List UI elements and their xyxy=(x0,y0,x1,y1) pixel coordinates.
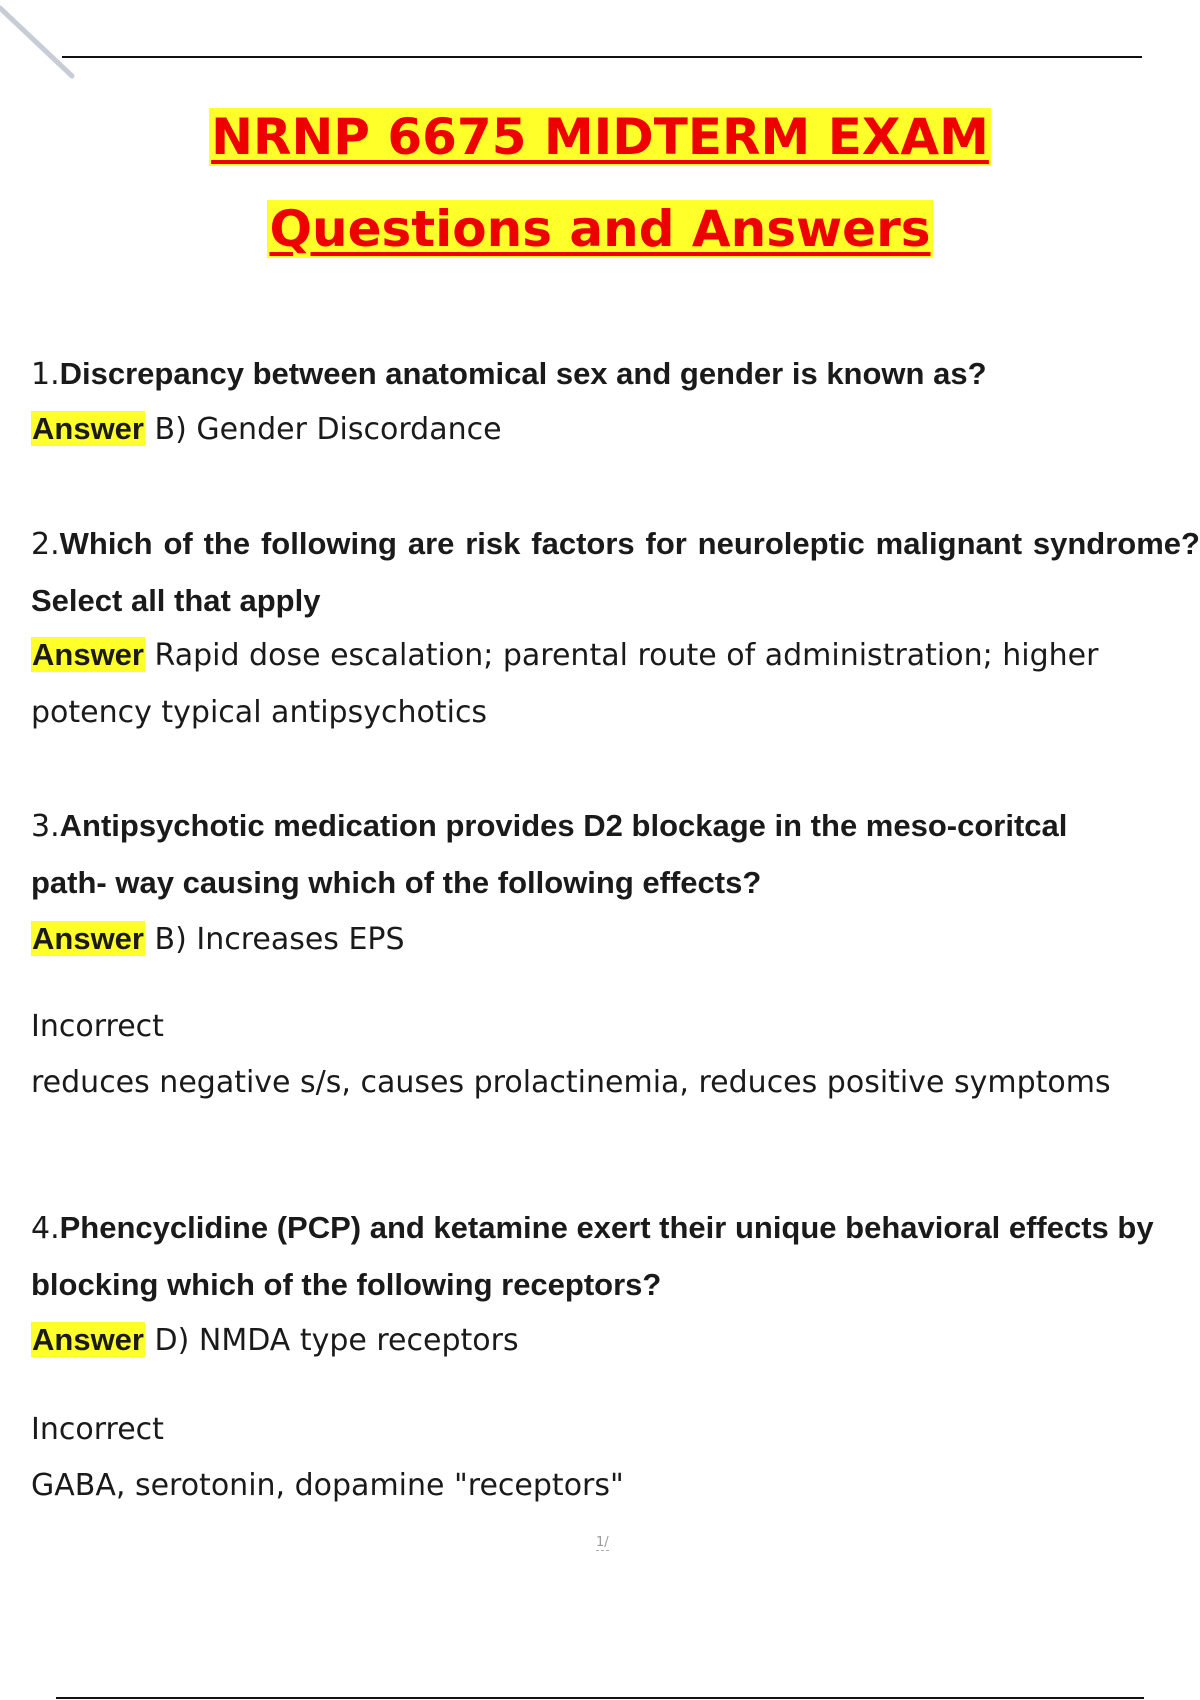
answer-label: Answer xyxy=(32,411,144,446)
question-4 xyxy=(31,1200,1191,1314)
incorrect-label-4: Incorrect xyxy=(31,1412,164,1447)
question-number: 3. xyxy=(31,809,60,844)
bottom-rule xyxy=(56,1697,1144,1699)
top-rule xyxy=(62,56,1142,58)
answer-text: Rapid dose escalation; parental route of administration; higher potency typical antipsychotics xyxy=(31,638,1099,730)
question-text: Antipsychotic medication provides D2 blockage in the meso-coritcal path- way causing which of the following effects? xyxy=(31,808,1068,900)
answer-text: D) NMDA type receptors xyxy=(154,1323,519,1358)
incorrect-text-4: GABA, serotonin, dopamine "receptors" xyxy=(31,1468,624,1503)
question-3 xyxy=(31,798,1151,912)
question-number: 4. xyxy=(31,1211,60,1246)
answer-3 xyxy=(31,910,1181,968)
question-text: Which of the following are risk factors for neuroleptic malignant syndrome? Select all that apply xyxy=(31,526,1200,618)
answer-2 xyxy=(31,626,1181,741)
question-number: 2. xyxy=(31,527,60,562)
question-1 xyxy=(31,346,1200,403)
question-text: Discrepancy between anatomical sex and gender is known as? xyxy=(59,356,987,391)
answer-text: B) Increases EPS xyxy=(154,922,405,957)
title-line-1-wrap xyxy=(0,108,1200,166)
answer-label: Answer xyxy=(32,921,144,956)
incorrect-text-3: reduces negative s/s, causes prolactinemia, reduces positive symptoms xyxy=(31,1065,1111,1100)
answer-text: B) Gender Discordance xyxy=(154,412,502,447)
answer-1 xyxy=(31,400,1181,458)
page-number: 1/ xyxy=(596,1535,609,1550)
title-line-2-wrap xyxy=(0,200,1200,258)
answer-label: Answer xyxy=(32,1322,144,1357)
document-subtitle: Questions and Answers xyxy=(269,200,931,258)
answer-4 xyxy=(31,1311,1181,1369)
incorrect-label-3: Incorrect xyxy=(31,1009,164,1044)
question-text: Phencyclidine (PCP) and ketamine exert their unique behavioral effects by blocking which of the following receptors? xyxy=(31,1210,1154,1302)
question-number: 1. xyxy=(31,357,60,392)
answer-label: Answer xyxy=(32,637,144,672)
document-title: NRNP 6675 MIDTERM EXAM xyxy=(211,108,989,166)
question-2 xyxy=(31,516,1200,630)
page-corner-fold xyxy=(0,0,80,80)
